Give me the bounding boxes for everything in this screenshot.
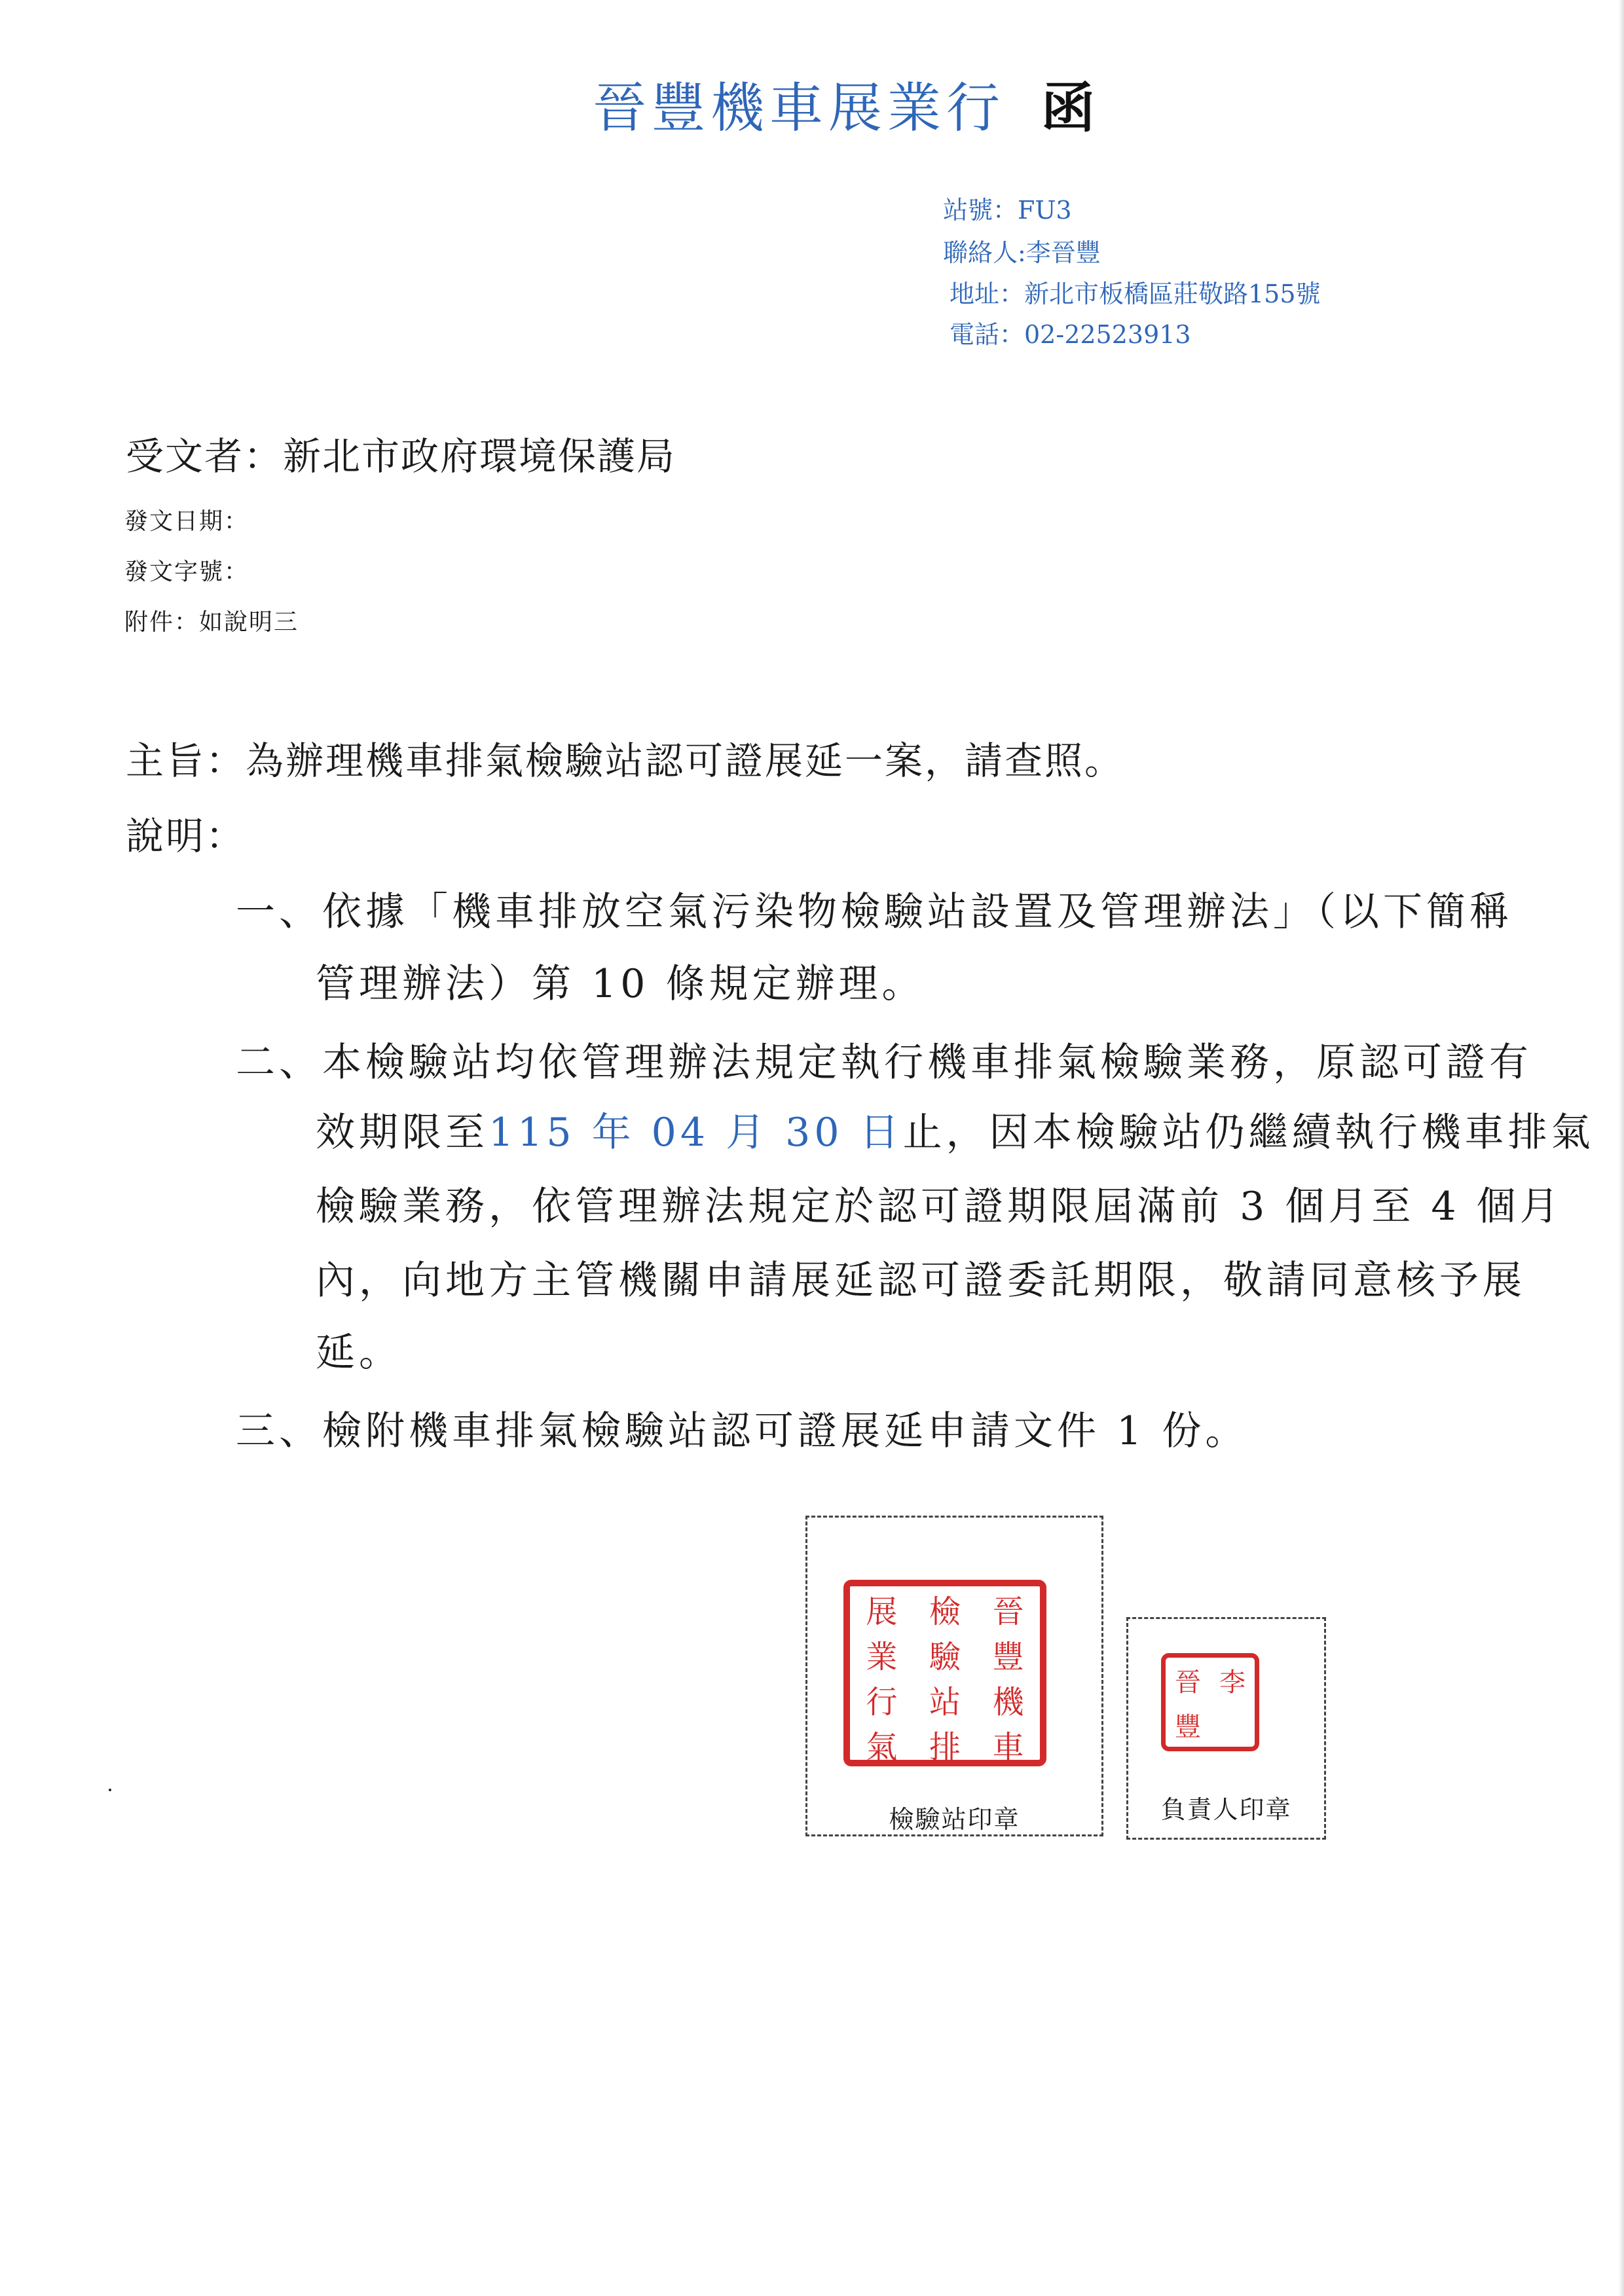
owner-stamp-caption: 負責人印章 xyxy=(1160,1795,1292,1824)
seal-char: 行 xyxy=(866,1684,898,1721)
seal-char: 氣 xyxy=(866,1729,898,1766)
seal-char: 晉 xyxy=(992,1594,1024,1630)
seal-char: 排 xyxy=(929,1729,961,1766)
seal-char: 檢 xyxy=(929,1594,961,1630)
item-two-line-4: 內，向地方主管機關申請展延認可證委託期限，敬請同意核予展 xyxy=(316,1258,1526,1303)
address: 地址：新北市板橋區莊敬路155號 xyxy=(950,280,1321,308)
phone: 電話：02-22523913 xyxy=(950,320,1191,349)
seal-char: 站 xyxy=(929,1684,961,1721)
owner-seal xyxy=(1161,1653,1259,1751)
seal-char: 車 xyxy=(992,1729,1024,1766)
subject: 主旨：為辦理機車排氣檢驗站認可證展延一案，請查照。 xyxy=(126,738,1125,783)
seal-char: 晉 xyxy=(1175,1667,1201,1698)
recipient: 受文者：新北市政府環境保護局 xyxy=(126,434,676,479)
expiry-date: 115 年 04 月 30 日 xyxy=(489,1110,903,1156)
seal-char: 豐 xyxy=(1175,1711,1201,1742)
station-stamp-box xyxy=(805,1516,1103,1836)
seal-char: 李 xyxy=(1219,1667,1246,1698)
owner-stamp-box xyxy=(1126,1617,1326,1840)
attachment: 附件：如說明三 xyxy=(124,609,299,636)
item-one-line-1: 一、依據「機車排放空氣污染物檢驗站設置及管理辦法」（以下簡稱 xyxy=(236,889,1513,935)
station-seal xyxy=(843,1580,1046,1766)
item-two-post: 止，因本檢驗站仍繼續執行機車排氣 xyxy=(902,1110,1595,1156)
scan-speck xyxy=(109,1789,111,1791)
issue-date: 發文日期： xyxy=(124,508,249,535)
station-stamp-caption: 檢驗站印章 xyxy=(889,1805,1020,1834)
item-two-pre: 效期限至 xyxy=(316,1110,489,1156)
scan-edge xyxy=(1619,0,1624,2296)
seal-char: 豐 xyxy=(992,1639,1024,1675)
seal-char: 機 xyxy=(992,1684,1024,1721)
item-one-line-2: 管理辦法）第 10 條規定辦理。 xyxy=(316,961,925,1007)
doc-type: 函 xyxy=(1041,77,1096,139)
seal-char: 驗 xyxy=(929,1639,961,1675)
item-three: 三、檢附機車排氣檢驗站認可證展延申請文件 1 份。 xyxy=(236,1408,1249,1454)
station-number: 站號：FU3 xyxy=(943,196,1072,225)
issue-number: 發文字號： xyxy=(124,558,249,585)
seal-char: 展 xyxy=(866,1594,898,1630)
seal-char: 業 xyxy=(866,1639,898,1675)
item-two-line-5: 延。 xyxy=(316,1330,402,1376)
seal-blank xyxy=(1210,1702,1255,1747)
explanation-label: 說明： xyxy=(126,814,246,858)
item-two-line-1: 二、本檢驗站均依管理辦法規定執行機車排氣檢驗業務，原認可證有 xyxy=(236,1040,1532,1085)
item-two-line-2 xyxy=(316,1101,1595,1157)
contact-person: 聯絡人:李晉豐 xyxy=(943,238,1101,267)
org-name: 晉豐機車展業行 xyxy=(593,77,1006,139)
item-two-line-3: 檢驗業務，依管理辦法規定於認可證期限屆滿前 3 個月至 4 個月 xyxy=(316,1184,1563,1230)
